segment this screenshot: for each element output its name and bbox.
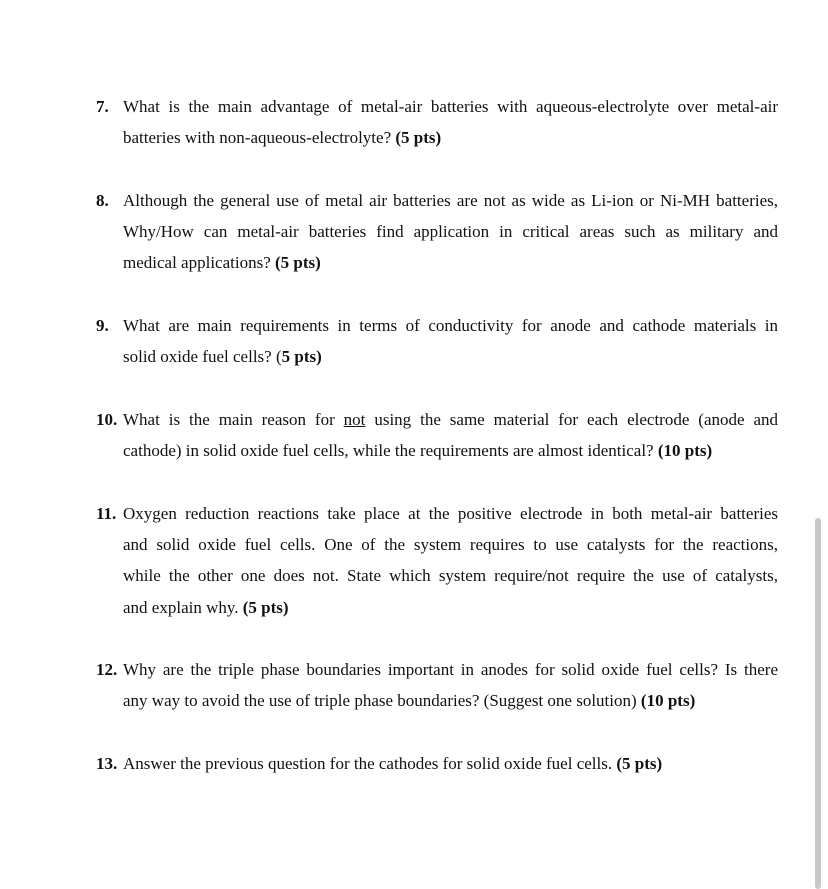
question-text: What is the main reason for — [123, 410, 335, 429]
question-line — [96, 560, 778, 591]
question-line — [96, 529, 778, 560]
question-text: and solid oxide fuel cells. One of the system requires to use catalysts for the reactions, — [123, 535, 778, 555]
question-number: 8. — [96, 191, 109, 210]
question-line — [96, 91, 778, 122]
question-line — [96, 685, 778, 716]
points-label: (5 pts) — [242, 597, 289, 617]
question-text: cathode) in solid oxide fuel cells, while the requirements are almost identical? — [123, 441, 654, 461]
question-text: What is the main advantage of metal-air batteries with aqueous-electrolyte over metal-air — [123, 97, 778, 116]
question-line — [96, 310, 778, 341]
points-label: (5 pts) — [395, 128, 442, 148]
question-text: Oxygen reduction reactions take place at the positive electrode in both metal-air batteries — [123, 504, 778, 523]
points-label: (5 pts) — [616, 754, 663, 773]
points-label: (5 pts) — [275, 253, 321, 273]
question-number: 7. — [96, 97, 109, 116]
question-text: Although the general use of metal air batteries are not as wide as Li-ion or Ni-MH batteries, — [123, 191, 778, 210]
question-8 — [96, 185, 778, 279]
question-text: and explain why. — [123, 597, 239, 617]
question-line — [96, 498, 778, 529]
question-line — [96, 122, 778, 153]
question-text: using the same material for each electrode (anode and — [374, 410, 779, 429]
question-line — [96, 247, 778, 278]
question-text: What are main requirements in terms of conductivity for anode and cathode materials in — [123, 316, 778, 335]
question-line — [96, 185, 778, 216]
question-text: while the other one does not. State which system require/not require the use of catalysts, — [123, 566, 778, 586]
question-9 — [96, 310, 778, 372]
question-number: 10. — [96, 410, 118, 429]
points-label: 5 pts) — [281, 347, 322, 367]
underlined-word: not — [343, 410, 366, 429]
question-text: Why are the triple phase boundaries important in anodes for solid oxide fuel cells? Is there — [123, 660, 778, 679]
question-11 — [96, 498, 778, 623]
question-number: 12. — [96, 660, 118, 679]
question-text: Answer the previous question for the cathodes for solid oxide fuel cells. — [123, 754, 613, 773]
question-12 — [96, 654, 778, 716]
question-7 — [96, 91, 778, 153]
question-text: Why/How can metal-air batteries find application in critical areas such as military and — [123, 222, 778, 242]
question-line — [96, 341, 778, 372]
question-text: any way to avoid the use of triple phase boundaries? (Suggest one solution) — [123, 691, 637, 711]
vertical-scrollbar[interactable] — [815, 518, 821, 889]
question-text: medical applications? — [123, 253, 271, 273]
question-number: 9. — [96, 316, 109, 335]
question-line — [96, 216, 778, 247]
points-label: (10 pts) — [640, 691, 696, 711]
question-number: 13. — [96, 754, 118, 773]
question-line — [96, 592, 778, 623]
question-line — [96, 404, 778, 435]
question-number: 11. — [96, 504, 117, 523]
question-line — [96, 654, 778, 685]
question-10 — [96, 404, 778, 466]
question-text: batteries with non-aqueous-electrolyte? — [123, 128, 392, 148]
question-13 — [96, 748, 778, 779]
points-label: (10 pts) — [657, 441, 713, 461]
question-line — [96, 748, 778, 779]
question-line — [96, 435, 778, 466]
question-text: solid oxide fuel cells? ( — [123, 347, 282, 367]
